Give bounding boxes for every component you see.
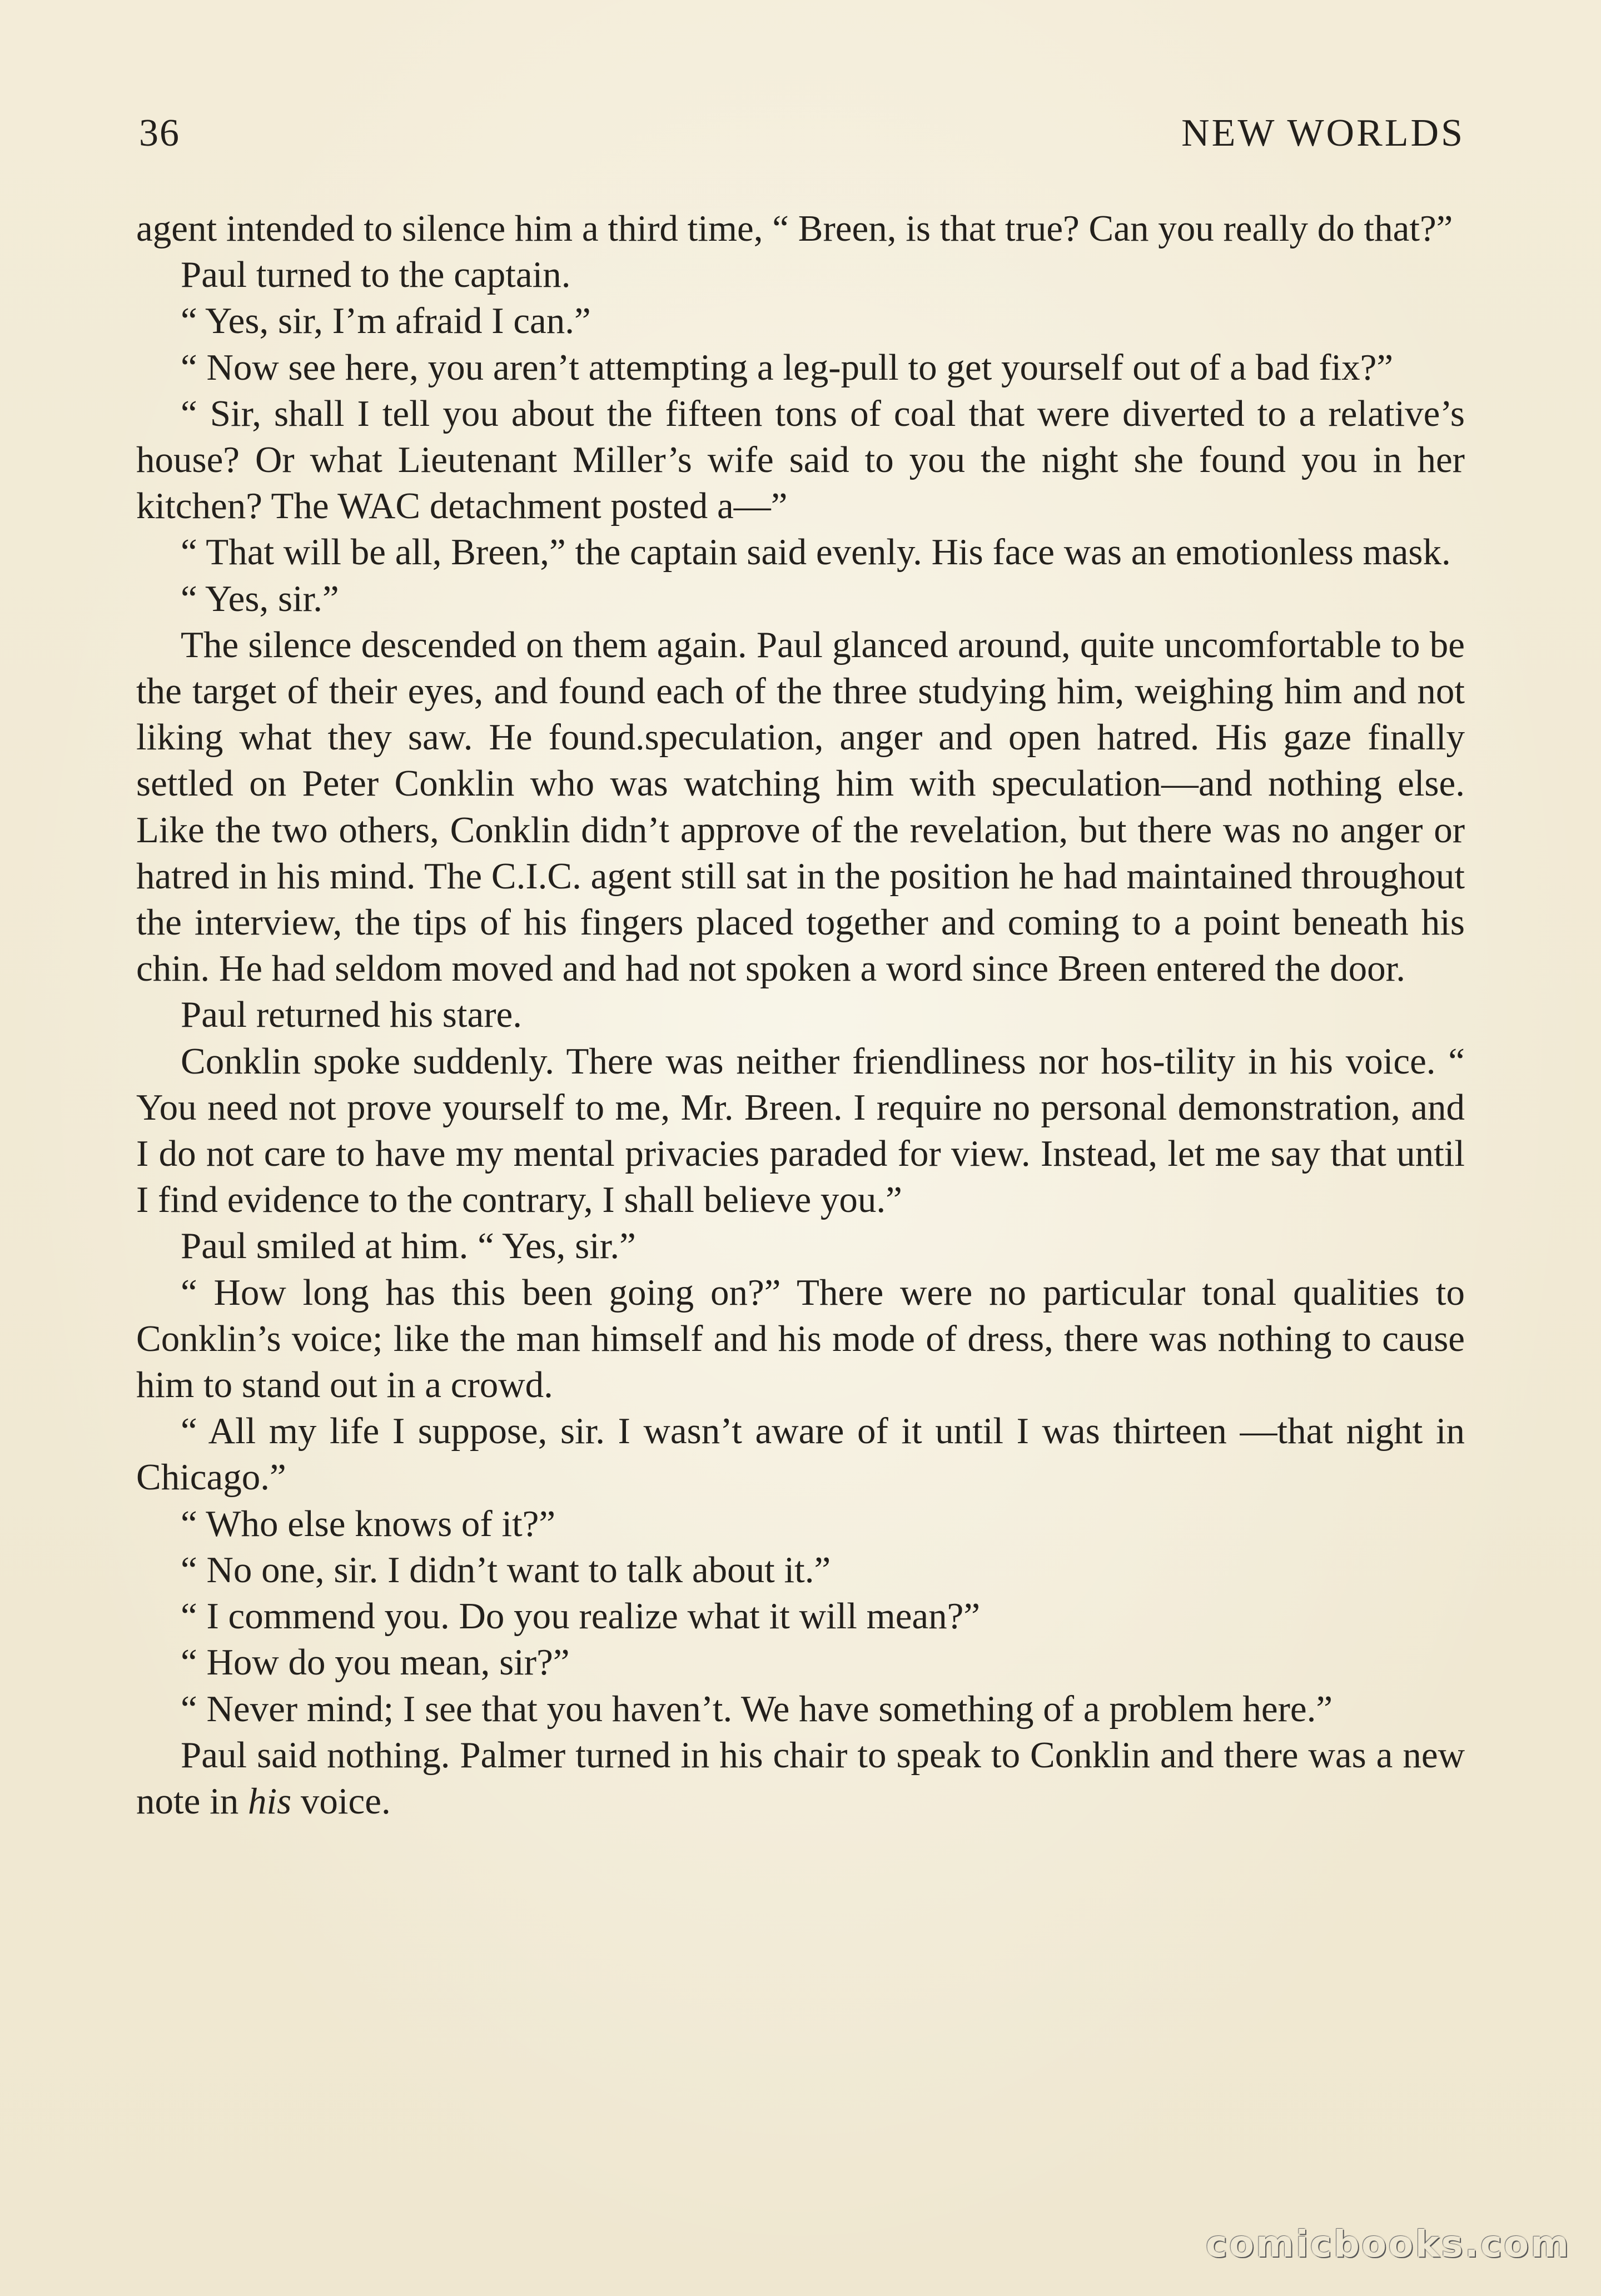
paragraph: Paul smiled at him. “ Yes, sir.” <box>181 1225 636 1267</box>
paragraph: Paul turned to the captain. <box>181 254 571 296</box>
paragraph: “ Never mind; I see that you haven’t. We have something of a problem here.” <box>181 1688 1333 1730</box>
paragraph: Paul returned his stare. <box>181 994 522 1036</box>
paragraph: Conklin spoke suddenly. There was neither friendliness nor hos-tility in his voice. “ You need not prove yourself to me, Mr. Breen. I require no personal demonstration, and I do not care to have my mental privacies paraded for view. Instead, let me say that until I find evidence to the contrary, I shall believe you.” <box>136 1040 1465 1221</box>
paragraph: “ Yes, sir.” <box>181 578 339 619</box>
paragraph: “ Who else knows of it?” <box>181 1503 556 1544</box>
paragraph: “ Yes, sir, I’m afraid I can.” <box>181 300 591 342</box>
paragraph: “ Sir, shall I tell you about the fifteen tons of coal that were diverted to a relative’s house? Or what Lieutenant Miller’s wife said to you the night she found you in her kitchen? The WAC detachment posted a—” <box>136 392 1465 527</box>
paragraph: “ How do you mean, sir?” <box>181 1642 570 1683</box>
paragraph: “ How long has this been going on?” There were no particular tonal qualities to Conklin’s voice; like the man himself and his mode of dress, there was nothing to cause him to stand out in a crowd. <box>136 1271 1465 1406</box>
paragraph: “ That will be all, Breen,” the captain said evenly. His face was an emotionless mask. <box>181 531 1451 573</box>
paragraph-text-end: voice. <box>291 1780 391 1822</box>
paragraph: agent intended to silence him a third time, “ Breen, is that true? Can you really do that?” <box>136 208 1453 249</box>
paragraph: “ Now see here, you aren’t attempting a leg-pull to get yourself out of a bad fix?” <box>181 346 1394 388</box>
paragraph: “ No one, sir. I didn’t want to talk about it.” <box>181 1549 831 1591</box>
paragraph: “ I commend you. Do you realize what it will mean?” <box>181 1596 981 1637</box>
story-text <box>136 206 1465 1825</box>
emphasized-word: his <box>247 1780 292 1822</box>
running-title: NEW WORLDS <box>1181 112 1465 155</box>
paragraph <box>136 1732 1465 1825</box>
page-header <box>139 108 1465 158</box>
paragraph-text: Paul said nothing. Palmer turned in his chair to speak to Conklin and there was a new note in <box>136 1734 1465 1822</box>
paragraph: “ All my life I suppose, sir. I wasn’t aware of it until I was thirteen —that night in Chicago.” <box>136 1410 1465 1498</box>
watermark-logo: comicbooks.com <box>1205 2223 1570 2265</box>
paragraph: The silence descended on them again. Paul glanced around, quite uncomfortable to be the target of their eyes, and found each of the three studying him, weighing him and not liking what they saw. He found.speculation, anger and open hatred. His gaze finally settled on Peter Conklin who was watching him with speculation—and nothing else. Like the two others, Conklin didn’t approve of the revelation, but there was no anger or hatred in his mind. The C.I.C. agent still sat in the position he had maintained throughout the interview, the tips of his fingers placed together and coming to a point beneath his chin. He had seldom moved and had not spoken a word since Breen entered the door. <box>136 624 1465 990</box>
page-number: 36 <box>139 112 180 155</box>
